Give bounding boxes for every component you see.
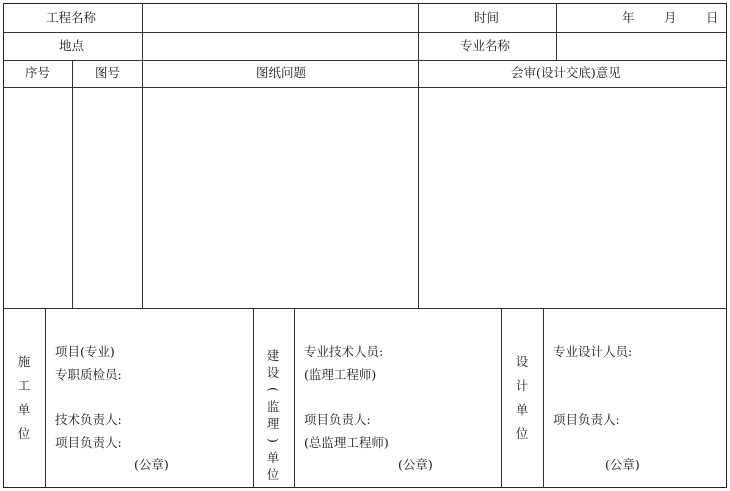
sign-divider-4 [501,308,502,488]
design-designer: 专业设计人员: [553,344,633,359]
year-label: 年 [622,10,635,25]
construction-quality-inspector: 专职质检员: [55,367,122,382]
construction-tech-lead: 技术负责人: [55,412,122,427]
sign-divider-1 [45,308,46,488]
construction-unit-label: 施 工 单 位 [17,354,31,441]
col-divider-a [142,3,143,308]
col-divider-d [72,60,73,308]
col-divider-c [556,3,557,60]
review-opinion-header: 会审(设计交底)意见 [511,65,621,80]
supervision-seal: (公章) [398,457,433,472]
drawing-issue-header: 图纸问题 [256,65,307,80]
row-divider-2 [3,60,727,61]
supervision-engineer: (监理工程师) [304,367,377,382]
supervision-unit-label: 建 设 ( 监 理 ) 单 位 [265,348,281,482]
time-label: 时间 [474,10,500,25]
sign-divider-2 [253,308,254,488]
row-divider-3 [3,87,727,88]
supervision-chief-engineer: (总监理工程师) [304,435,389,450]
project-name-label: 工程名称 [46,10,97,25]
construction-project-lead: 项目负责人: [55,435,122,450]
construction-seal: (公章) [134,457,169,472]
row-divider-1 [3,32,727,33]
design-unit-label: 设 计 单 位 [515,354,529,441]
location-label: 地点 [59,38,85,53]
construction-project-specialty: 项目(专业) [55,344,115,359]
supervision-project-lead: 项目负责人: [304,412,371,427]
sign-divider-3 [294,308,295,488]
design-seal: (公章) [605,457,640,472]
supervision-tech-staff: 专业技术人员: [304,344,384,359]
drawing-no-header: 图号 [95,65,121,80]
design-project-lead: 项目负责人: [553,412,620,427]
seq-header: 序号 [25,65,51,80]
sign-divider-5 [543,308,544,488]
col-divider-b [418,3,419,308]
month-label: 月 [664,10,677,25]
day-label: 日 [706,10,719,25]
row-divider-4 [3,308,727,309]
specialty-name-label: 专业名称 [460,38,511,53]
